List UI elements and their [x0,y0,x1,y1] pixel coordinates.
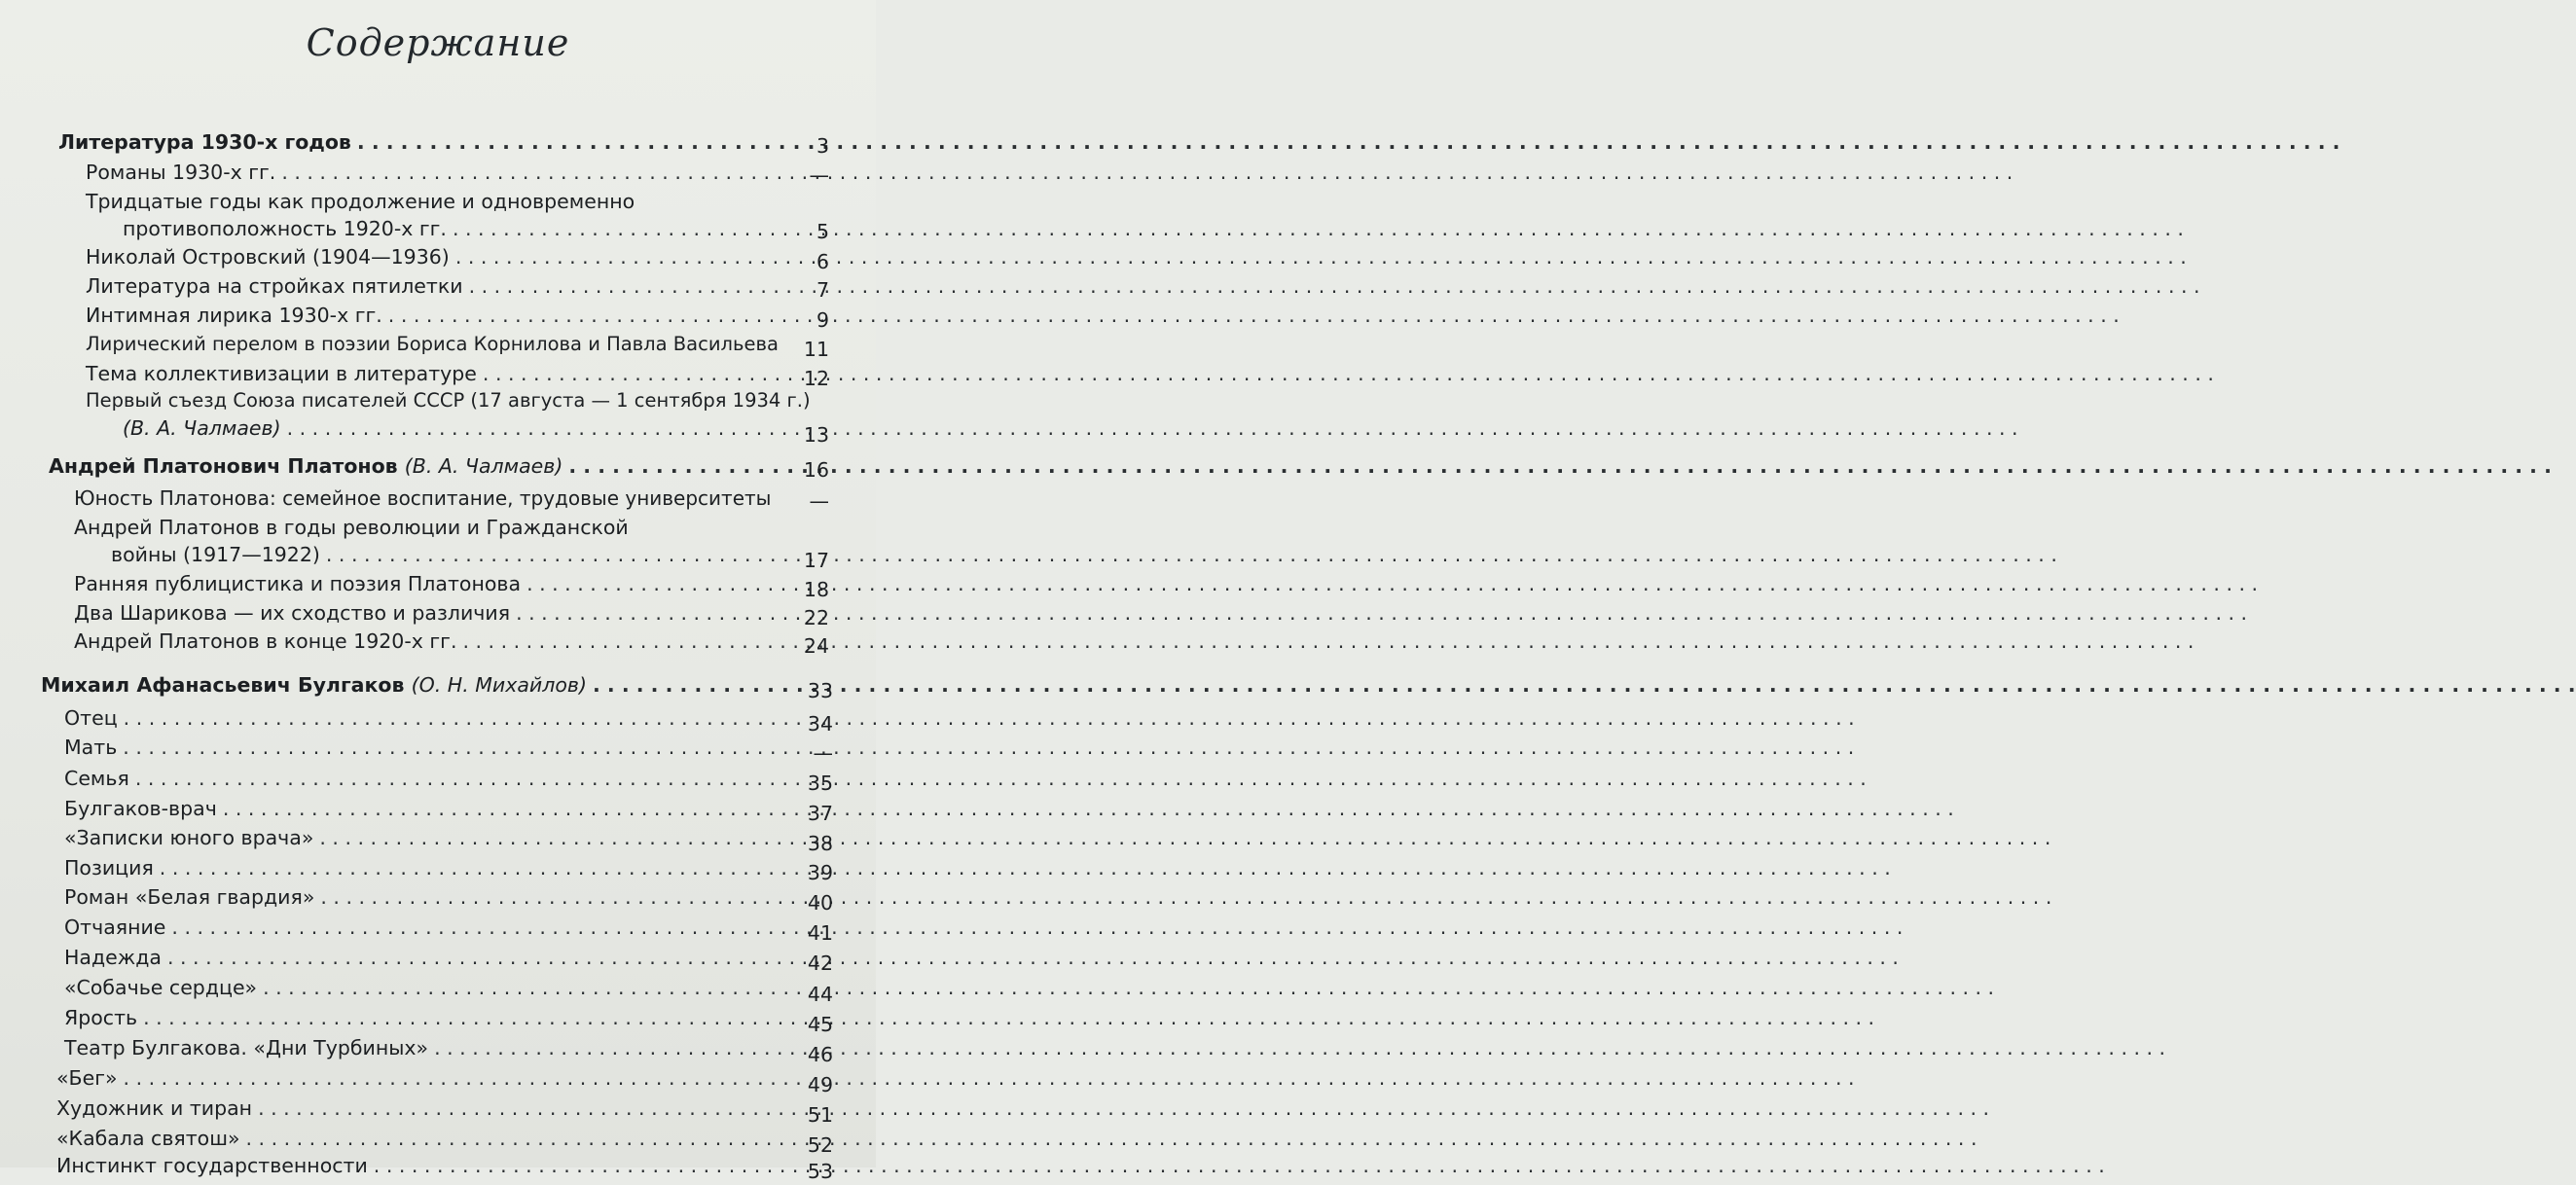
toc-entry [56,1095,804,1122]
toc-entry [64,765,804,792]
leader-dots [258,1095,1989,1122]
entry-label: Михаил Афанасьевич Булгаков [41,673,405,697]
leader-dots [246,1125,1977,1152]
entry-author: (О. Н. Михайлов) [411,673,587,697]
entry-page: 5 [816,220,829,243]
toc-entry [64,824,804,851]
entry-page: 6 [816,250,829,273]
entry-label: Надежда [64,946,162,969]
toc-entry [74,628,800,655]
entry-label: Мать [64,736,118,759]
entry-page: 13 [803,423,829,447]
entry-page: 38 [807,832,833,855]
entry-label: «Записки юного врача» [64,826,314,849]
toc-entry [64,914,804,941]
page-title: Содержание [306,21,570,64]
leader-dots [135,765,1867,792]
entry-label: Позиция [64,856,154,880]
toc-entry [86,188,800,242]
leader-dots [319,824,2050,851]
entry-page: 45 [807,1013,833,1036]
entry-label: Семья [64,767,129,790]
entry-page: 24 [803,634,829,658]
entry-label: Николай Островский (1904—1936) [86,245,450,269]
leader-dots [455,243,2187,270]
toc-entry [56,1152,804,1179]
leader-dots [469,272,2200,300]
entry-page: 33 [807,679,833,702]
entry-page: 22 [803,606,829,629]
leader-dots [281,159,2013,186]
entry-page: 9 [816,308,829,332]
entry-page: 7 [816,278,829,302]
entry-label-continued: противоположность 1920-х гг. [123,217,447,240]
leader-dots [388,302,2120,329]
entry-label: Театр Булгакова. «Дни Турбиных» [64,1036,429,1059]
toc-section-heading [58,128,800,156]
toc-page [0,0,876,1183]
entry-page: 34 [807,712,833,736]
toc-section-heading [49,452,800,480]
entry-label: Художник и тиран [56,1096,253,1120]
toc-entry [74,570,800,597]
leader-dots [124,704,1855,732]
entry-label: Литература на стройках пятилетки [86,274,463,298]
leader-dots [124,1064,1855,1092]
leader-dots [434,1034,2165,1061]
toc-entry [86,331,800,358]
toc-entry [64,734,804,761]
toc-entry [64,974,804,1001]
entry-page: 37 [807,802,833,825]
entry-page: 35 [807,772,833,795]
entry-label: Романы 1930-х гг. [86,161,276,184]
entry-page: — [809,489,829,513]
leader-dots [143,1004,1874,1031]
leader-dots [171,914,1903,941]
entry-label: Отчаяние [64,916,166,939]
entry-page: 49 [807,1073,833,1096]
entry-page: 46 [807,1043,833,1066]
toc-entry [64,854,804,881]
toc-entry [86,243,800,270]
entry-page: 12 [803,367,829,390]
entry-page: 41 [807,921,833,945]
toc-entry [64,883,804,911]
leader-dots [483,360,2214,387]
toc-entry [74,514,800,568]
toc-entry [64,1004,804,1031]
entry-page: 44 [807,983,833,1006]
entry-page: — [813,741,833,765]
leader-dots [453,215,2184,242]
entry-label: «Кабала святош» [56,1127,240,1150]
entry-page: 40 [807,891,833,915]
toc-entry [86,272,800,300]
leader-dots [326,541,2057,568]
leader-dots [568,452,2552,480]
entry-page: 16 [803,458,829,482]
toc-section-heading [41,671,800,699]
entry-page: 3 [816,134,829,158]
toc-entry [64,704,804,732]
entry-author: (В. А. Чалмаев) [123,416,281,440]
entry-label: Тема коллективизации в литературе [86,362,477,385]
entry-author: (В. А. Чалмаев) [404,454,563,478]
leader-dots [593,671,2576,699]
entry-page: 42 [807,952,833,975]
entry-label: Роман «Белая гвардия» [64,885,315,909]
entry-page: 17 [803,549,829,572]
toc-entry [86,387,825,442]
entry-label: Первый съезд Союза писателей СССР (17 августа — 1 сентября 1934 г.) [86,389,811,412]
leader-dots [223,795,1954,822]
leader-dots [287,414,2018,442]
toc-entry [74,599,800,627]
entry-label: Андрей Платонов в годы революции и Гражданской [74,516,629,539]
entry-label: Два Шарикова — их сходство и различия [74,601,511,625]
entry-label: «Бег» [56,1066,118,1090]
leader-dots [462,628,2194,655]
entry-page: 53 [807,1160,833,1183]
leader-dots [160,854,1891,881]
leader-dots [167,944,1899,971]
entry-page: 51 [807,1103,833,1127]
entry-label: Лирический перелом в поэзии Бориса Корнилова и Павла Васильева [86,333,779,355]
entry-label: Юность Платонова: семейное воспитание, трудовые университеты [74,486,772,510]
entry-label-continued: войны (1917—1922) [111,543,320,566]
toc-entry [74,485,800,512]
leader-dots [123,734,1854,761]
toc-entry [56,1064,804,1092]
leader-dots [320,883,2051,911]
leader-dots [263,974,1994,1001]
toc-entry [86,302,800,329]
entry-label: Отец [64,706,118,730]
entry-label: Интимная лирика 1930-х гг. [86,304,382,327]
entry-label: Андрей Платонов в конце 1920-х гг. [74,629,457,653]
entry-label: Инстинкт государственности [56,1154,368,1177]
leader-dots [374,1152,2105,1179]
toc-entry [64,1034,804,1061]
toc-entry [56,1125,804,1152]
entry-label: Литература 1930-х годов [58,130,351,154]
toc-entry [86,159,800,186]
toc-entry [64,795,804,822]
entry-page: 39 [807,861,833,884]
entry-label: Ранняя публицистика и поэзия Платонова [74,572,522,595]
entry-page: 11 [803,338,829,361]
leader-dots [357,128,2340,156]
entry-page: 52 [807,1133,833,1157]
entry-label: Андрей Платонович Платонов [49,454,398,478]
toc-entry [86,360,800,387]
entry-page: — [809,163,829,187]
entry-label: Булгаков-врач [64,797,217,820]
toc-entry [64,944,804,971]
entry-label: Тридцатые годы как продолжение и одновременно [86,190,635,213]
entry-page: 18 [803,578,829,601]
entry-label: Ярость [64,1006,138,1029]
entry-label: «Собачье сердце» [64,976,258,999]
